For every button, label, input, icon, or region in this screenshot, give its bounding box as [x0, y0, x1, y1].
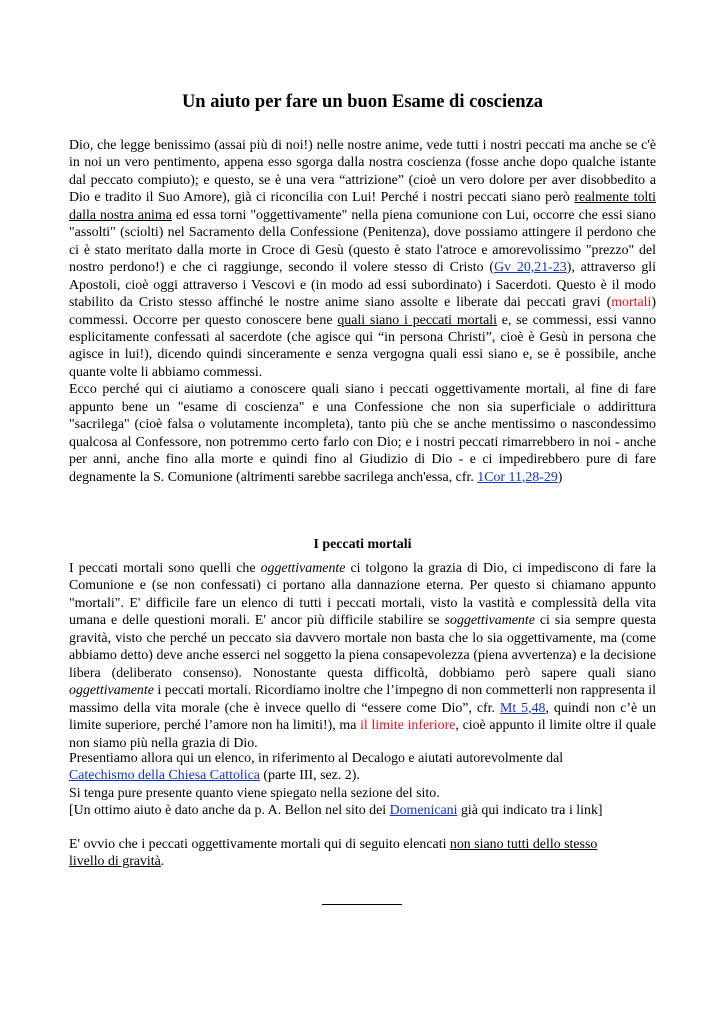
divider-line — [322, 904, 402, 905]
list-intro-line-3: Si tenga pure presente quanto viene spiegato nella sezione del sito. — [69, 785, 440, 801]
intro-paragraph-1 — [69, 137, 656, 381]
domenicani-link[interactable]: Domenicani — [389, 803, 458, 819]
text-run: E' ovvio che i peccati oggettivamente mortali qui di seguito elencati — [69, 837, 450, 852]
closing-note — [69, 836, 629, 871]
text-run: ci tolgono la grazia di Dio, ci impediscono di fare la Comunione e (se non confessati) ci portano alla dannazione eterna. Per questo si chiamano appunto "mortali". E' difficile fare un elenco di tutti i peccati mortali, visto la vastità e complessità della vita umana e delle questioni morali. E' ancor più difficile stabilire se — [69, 561, 656, 629]
text-run: I peccati mortali sono quelli che — [69, 561, 261, 576]
italic-run: oggettivamente — [260, 561, 346, 576]
list-intro-line-1: Presentiamo allora qui un elenco, in riferimento al Decalogo e aiutati autorevolmente dal — [69, 751, 564, 766]
closing-paragraph — [69, 836, 629, 871]
italic-run: oggettivamente — [69, 683, 154, 699]
italic-run: soggettivamente — [444, 613, 535, 629]
bible-link-gv[interactable]: Gv 20,21-23 — [494, 260, 567, 276]
bible-link-1cor[interactable]: 1Cor 11,28-29 — [477, 469, 558, 485]
text-run: , cioè appunto il limite oltre il quale non siamo più nella grazia di Dio. — [69, 718, 656, 751]
page-title: Un aiuto per fare un buon Esame di coscienza — [181, 92, 544, 112]
text-run: . — [160, 854, 165, 870]
intro-section — [69, 137, 656, 486]
text-run: già qui indicato tra i link] — [457, 803, 603, 819]
underlined-phrase: quali siano i peccati mortali — [337, 312, 497, 328]
bible-link-mt[interactable]: Mt 5,48 — [499, 700, 546, 716]
list-intro-line-2 — [69, 767, 656, 784]
list-intro-line-4 — [69, 802, 656, 819]
text-run: i peccati mortali. Ricordiamo inoltre che l’impegno di non commetterli non rappresenta il massimo della vita morale (che è invece quello di “essere come Dio”, cfr. — [69, 683, 656, 716]
text-run: (parte III, sez. 2). — [259, 768, 360, 784]
highlight-mortali: mortali — [611, 295, 652, 311]
text-run: ), attraverso gli Apostoli, cioè oggi attraverso i Vescovi e (in modo ad essi subordinato) i Sacerdoti. Questo è il modo stabilito da Cristo stesso affinché le nostre anime siano assolte e liberate dai peccati gravi ( — [69, 260, 656, 311]
text-run: e, se commessi, essi vanno esplicitamente confessati al sacerdote (che agisce qui “in persona Christi”, cioè è Gesù in persona che agisce in lui!), dicendo quindi sinceramente e senza vergogna quali essi siano e, se è possibile, anche quante volte li abbiamo commessi. — [69, 312, 657, 380]
mortal-sins-section — [69, 560, 656, 752]
catechism-link[interactable]: Catechismo della Chiesa Cattolica — [69, 768, 260, 784]
text-run: Ecco perché qui ci aiutiamo a conoscere quali siano i peccati oggettivamente mortali, al fine di fare appunto bene un "esame di coscienza" e una Confessione che non sia superficiale o addirittura "sacrilega" (cioè falsa o volutamente incompleta), tanto più che se anche mentissimo o nascondessimo qualcosa al Confessore, non potremmo certo farlo con Dio; e i nostri peccati rimarrebbero in noi - anche per anni, anche fino alla morte e quindi fino al Giudizio di Dio - e ci impedirebbero pure di fare degnamente la S. Comunione (altrimenti sarebbe sacrilega anch'essa, cfr. — [69, 382, 656, 485]
text-run: ) commessi. Occorre per questo conoscere bene — [69, 295, 656, 328]
text-run: ) — [557, 469, 563, 485]
text-run: ed essa torni "oggettivamente" nella piena comunione con Lui, occorre che essi siano "assolti" (sciolti) nel Sacramento della Confessione (Penitenza), dove possiamo attingere il perdono che ci è stato meritato dalla morte in Croce di Gesù (questo è stato l'atroce e amorevolissimo "prezzo" del nostro perdono!) e che ci raggiunge, secondo il volere stesso di Cristo ( — [69, 207, 657, 276]
text-run: , quindi non c’è un limite superiore, perché l’amore non ha limiti!), ma — [69, 700, 657, 734]
section-paragraph — [69, 560, 656, 752]
highlight-limite-inferiore: il limite inferiore — [360, 718, 456, 734]
text-run: Dio, che legge benissimo (assai più di noi!) nelle nostre anime, vede tutti i nostri peccati ma anche se c'è in noi un vero pentimento, appena esso sgorga dalla nostra coscienza (fosse anche dopo qualche istante dal peccato compiuto); e questo, se è una vera “attrizione” (cioè un vero dolore per aver disobbedito a Dio e tradito il Suo Amore), già ci riconcilia con Lui! Perché i nostri peccati siano però — [69, 138, 656, 206]
underlined-phrase: realmente tolti dalla nostra anima — [69, 190, 656, 223]
intro-paragraph-2 — [69, 381, 656, 486]
section-heading: I peccati mortali — [313, 537, 412, 552]
underlined-phrase: non siano tutti dello stesso livello di gravità — [69, 837, 598, 870]
text-run: [Un ottimo aiuto è dato anche da p. A. Bellon nel sito dei — [69, 803, 390, 819]
text-run: ci sia sempre questa gravità, visto che perché un peccato sia davvero mortale non basta che lo sia oggettivamente, ma (come abbiamo detto) deve anche esserci nel soggetto la piena consapevolezza (piena avvertenza) e la decisione libera (deliberato consenso). Nonostante questa difficoltà, dobbiamo però sapere quali siano — [69, 613, 656, 681]
list-intro — [69, 750, 656, 820]
